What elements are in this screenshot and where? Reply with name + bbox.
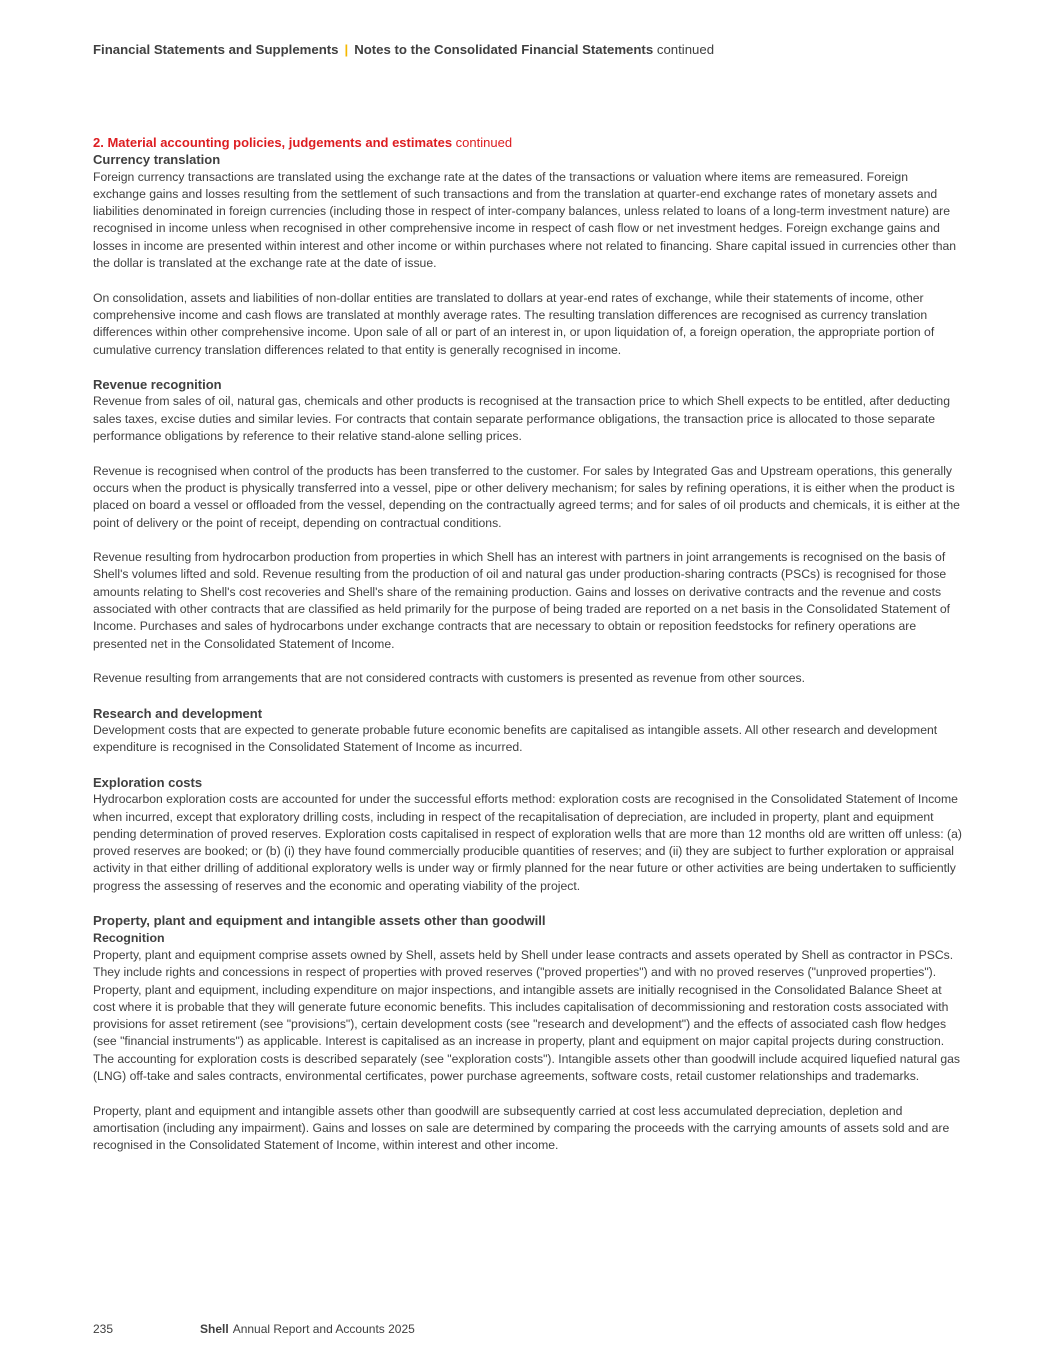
- revenue-paragraph-2: Revenue is recognised when control of the products has been transferred to the customer. For sales by Integrated Gas and Upstream operations, this generally occurs when the product is physically transferred into a vessel, pipe or other delivery mechanism; for sales by refining operations, it is either when the product is placed on board a vessel or offloaded from the vessel, depending on the contractually agreed terms; and for sales of oil products and chemicals, it is either at the point of delivery or the point of receipt, depending on contractual conditions.: [93, 463, 960, 530]
- footer-report: Annual Report and Accounts 2025: [232, 1322, 415, 1336]
- page-number: 235: [93, 1322, 114, 1336]
- currency-heading: Currency translation: [93, 152, 221, 168]
- section-title-text: 2. Material accounting policies, judgements and estimates: [93, 135, 453, 150]
- exploration-heading: Exploration costs: [93, 774, 203, 790]
- header-title: Notes to the Consolidated Financial Statements: [354, 42, 654, 57]
- exploration-paragraph-1: Hydrocarbon exploration costs are accounted for under the successful efforts method: exploration costs are recognised in the Consolidated Statement of Income when incurred, except that exploratory drilling costs, including in respect of the recapitalisation of depreciation, are included in property, plant and equipment pending determination of proved reserves. Exploration costs capitalised in respect of exploration wells that are more than 12 months old are written off unless: (a) proved reserves are booked; or (b) (i) they have found commercially producible quantities of reserves; and (ii) they are subject to further exploration or appraisal activity in that either drilling of additional exploratory wells is under way or firmly planned for the near future or other activities are being undertaken to sufficiently progress the assessing of reserves and the economic and operating viability of the project.: [93, 792, 962, 893]
- revenue-paragraph-4: Revenue resulting from arrangements that are not considered contracts with customers is presented as revenue from other sources.: [93, 671, 805, 686]
- currency-paragraph-1: Foreign currency transactions are translated using the exchange rate at the dates of the transactions or valuation where items are remeasured. Foreign exchange gains and losses resulting from the settlement of such transactions and from the translation at quarter-end exchange rates of monetary assets and liabilities denominated in foreign currencies (including those in respect of inter-company balances, unless related to loans of a long-term investment nature) are recognised in income unless when recognised in other comprehensive income in respect of cash flow or net investment hedges. Foreign exchange gains and losses in income are presented within interest and other income or within purchases where not related to financing. Share capital issued in currencies other than the dollar is translated at the exchange rate at the date of issue.: [93, 169, 957, 271]
- page-footer: [93, 1322, 415, 1336]
- research-paragraph-1: Development costs that are expected to generate probable future economic benefits are capitalised as intangible assets. All other research and development expenditure is recognised in the Consolidated Statement of Income as incurred.: [93, 723, 938, 755]
- ppe-paragraph-2: Property, plant and equipment and intangible assets other than goodwill are subsequently carried at cost less accumulated depreciation, depletion and amortisation (including any impairment). Gains and losses on sale are determined by comparing the proceeds with the carrying amounts of assets sold and are recognised in the Consolidated Statement of Income, within interest and other income.: [93, 1103, 950, 1153]
- revenue-paragraph-1: Revenue from sales of oil, natural gas, chemicals and other products is recognised at the transaction price to which Shell expects to be entitled, after deducting sales taxes, excise duties and similar levies. For contracts that contain separate performance obligations, the transaction price is allocated to those separate performance obligations by reference to their relative stand-alone selling prices.: [93, 394, 950, 444]
- ppe-subheading: Recognition: [93, 930, 165, 945]
- header-continued: continued: [656, 42, 715, 57]
- note-content: [93, 134, 963, 1155]
- revenue-paragraph-3: Revenue resulting from hydrocarbon production from properties in which Shell has an interest with partners in joint arrangements is recognised on the basis of Shell's volumes lifted and sold. Revenue resulting from the production of oil and natural gas under production-sharing contracts (PSCs) is recognised for those amounts relating to Shell's cost recoveries and Shell's share of the remaining production. Gains and losses on derivative contracts and the revenue and costs associated with other contracts that are classified as held primarily for the purpose of being traded are reported on a net basis in the Consolidated Statement of Income. Purchases and sales of hydrocarbons under exchange contracts that are necessary to obtain or reposition feedstocks for refinery operations are presented net in the Consolidated Statement of Income.: [93, 550, 950, 651]
- ppe-heading: Property, plant and equipment and intangible assets other than goodwill: [93, 913, 546, 929]
- revenue-heading: Revenue recognition: [93, 377, 222, 393]
- ppe-paragraph-1: Property, plant and equipment comprise assets owned by Shell, assets held by Shell under lease contracts and assets operated by Shell as contractor in PSCs. They include rights and concessions in respect of properties with proved reserves ("proved properties") and with no proved reserves ("unproved properties"). Property, plant and equipment, including expenditure on major inspections, and intangible assets are initially recognised in the Consolidated Balance Sheet at cost where it is probable that they will generate future economic benefits. This includes capitalisation of decommissioning and restoration costs associated with provisions for asset retirement (see "provisions"), certain development costs (see "research and development") and the effects of associated cash flow hedges (see "financial instruments") as applicable. Interest is capitalised as an increase in property, plant and equipment on major capital projects during construction. The accounting for exploration costs is described separately (see "exploration costs"). Intangible assets other than goodwill include acquired liquefied natural gas (LNG) off-take and sales contracts, environmental certificates, power purchase agreements, software costs, retail customer relationships and trademarks.: [93, 947, 961, 1084]
- header-section: Financial Statements and Supplements: [93, 42, 339, 57]
- header-separator: |: [344, 42, 349, 57]
- section-continued: continued: [455, 135, 513, 150]
- section-title: [93, 134, 963, 151]
- page-header: [93, 42, 714, 57]
- currency-paragraph-2: On consolidation, assets and liabilities of non-dollar entities are translated to dollars at year-end rates of exchange, while their statements of income, other comprehensive income and cash flows are translated at monthly average rates. The resulting translation differences are recognised as currency translation differences within other comprehensive income. Upon sale of all or part of an interest in, or upon liquidation of, a foreign operation, the appropriate portion of cumulative currency translation differences related to that entity is generally recognised in income.: [93, 290, 935, 357]
- research-heading: Research and development: [93, 705, 263, 721]
- footer-brand: Shell: [200, 1322, 229, 1336]
